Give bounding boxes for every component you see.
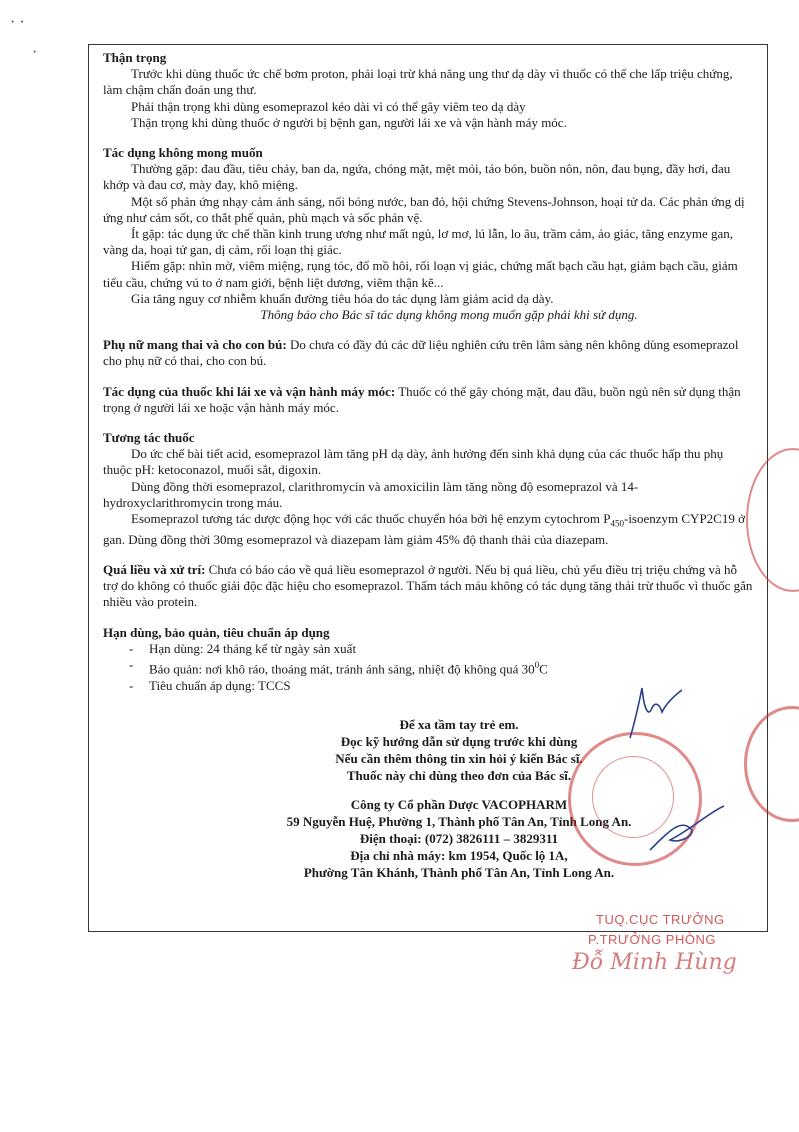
company-address: 59 Nguyễn Huệ, Phường 1, Thành phố Tân An, Tỉnh Long An. bbox=[286, 813, 632, 829]
pregnancy-text: Do chưa có đầy đủ các dữ liệu nghiên cứu trên lâm sàng nên không dùng esomeprazol cho phụ nữ có thai, cho con bú. bbox=[103, 337, 739, 369]
company-phone: Điện thoại: (072) 3826111 – 3829311 bbox=[359, 830, 559, 846]
caution-paragraph: Thận trọng khi dùng thuốc ở người bị bệnh gan, người lái xe và vận hành máy móc. bbox=[131, 114, 567, 130]
warning-line: Để xa tầm tay trẻ em. bbox=[399, 716, 519, 732]
caution-title: Thận trọng bbox=[103, 50, 167, 65]
interactions-paragraph: Do ức chế bài tiết acid, esomeprazol làm tăng pH dạ dày, ảnh hưởng đến sinh khả dụng của các thuốc hấp thu phụ thuộc pH: ketoconazol, muối sắt, digoxin. bbox=[103, 446, 724, 478]
list-item: - Tiêu chuẩn áp dụng: TCCS bbox=[129, 678, 755, 694]
driving-title: Tác dụng của thuốc khi lái xe và vận hành máy móc: bbox=[103, 383, 396, 399]
interactions-section bbox=[103, 430, 755, 548]
caution-paragraph: Phải thận trọng khi dùng esomeprazol kéo dài vì có thể gây viêm teo dạ dày bbox=[131, 98, 526, 114]
warning-line: Nếu cần thêm thông tin xin hỏi ý kiến Bác sĩ. bbox=[335, 750, 583, 766]
side-effects-notice: Thông báo cho Bác sĩ tác dụng không mong muốn gặp phải khi sử dụng. bbox=[260, 307, 638, 323]
storage-text: Bảo quản: nơi khô ráo, thoáng mát, tránh ánh sáng, nhiệt độ không quá 30 bbox=[149, 661, 535, 677]
factory-address: Địa chỉ nhà máy: km 1954, Quốc lộ 1A, bbox=[350, 847, 568, 863]
overdose-paragraph bbox=[103, 562, 755, 611]
overdose-section bbox=[103, 562, 755, 611]
scan-dot: · bbox=[32, 44, 38, 61]
side-effects-paragraph: Ít gặp: tác dụng ức chế thần kinh trung ương như mất ngủ, lơ mơ, lú lẫn, lo âu, trầm cảm, ảo giác, tăng enzyme gan, vàng da, hoại tử gan, dị cảm, rối loạn thị giác. bbox=[103, 226, 734, 258]
side-effects-paragraph: Hiếm gặp: nhìn mờ, viêm miệng, rụng tóc, đổ mồ hôi, rối loạn vị giác, chứng mất bạch cầu hạt, giảm bạch cầu, giảm tiểu cầu, chứng vú to ở nam giới, bệnh liệt dương, viêm thận kẽ... bbox=[103, 258, 738, 290]
driving-paragraph bbox=[103, 384, 755, 416]
side-effects-section bbox=[103, 145, 755, 323]
list-item: - Hạn dùng: 24 tháng kể từ ngày sản xuất bbox=[129, 641, 755, 657]
caution-section bbox=[103, 50, 755, 131]
scan-dots: · · bbox=[10, 14, 25, 31]
interactions-text: Esomeprazol tương tác dược động học với các thuốc chuyển hóa bởi hệ enzym cytochrom P bbox=[131, 511, 611, 527]
interactions-text: -isoenzym CYP2C19 ở gan. Dùng đồng thời 30mg esomeprazol và diazepam làm giảm 45% độ thanh thải của diazepam. bbox=[103, 511, 745, 547]
approval-title: TUQ.CỤC TRƯỞNG bbox=[596, 912, 725, 927]
driving-text: Thuốc có thể gây chóng mặt, đau đầu, buồn ngủ nên sử dụng thận trọng ở người lái xe hoặc vận hành máy móc. bbox=[103, 383, 741, 415]
pregnancy-title: Phụ nữ mang thai và cho con bú: bbox=[103, 337, 287, 353]
factory-address: Phường Tân Khánh, Thành phố Tân An, Tỉnh Long An. bbox=[303, 864, 615, 880]
warning-line: Đọc kỹ hướng dẫn sử dụng trước khi dùng bbox=[340, 733, 578, 749]
interactions-subscript: 450 bbox=[610, 518, 624, 529]
side-effects-title: Tác dụng không mong muốn bbox=[103, 145, 263, 161]
company-name: Công ty Cổ phần Dược VACOPHARM bbox=[350, 796, 568, 812]
storage-unit: C bbox=[539, 661, 548, 677]
director-signature bbox=[640, 800, 730, 860]
overdose-title: Quá liều và xử trí: bbox=[103, 562, 206, 578]
signature-mark bbox=[622, 678, 692, 748]
overdose-text: Chưa có báo cáo về quá liều esomeprazol ở người. Nếu bị quá liều, chủ yếu điều trị triệu chứng và hỗ trợ do không có thuốc giải độc đặc hiệu cho esomeprazol. Thẩm tách máu không có tác dụng tăng thải trừ thuốc vì thuốc gắn nhiều vào protein. bbox=[103, 562, 753, 610]
interactions-paragraph bbox=[103, 511, 755, 548]
approver-signature-name: Đỗ Minh Hùng bbox=[572, 950, 737, 975]
side-effects-paragraph: Một số phản ứng nhạy cảm ánh sáng, nổi bóng nước, ban đỏ, hội chứng Stevens-Johnson, hoại tử da. Các phản ứng dị ứng như cảm sốt, co thắt phế quản, phù mạch và sốc phản vệ. bbox=[103, 193, 745, 225]
side-effects-paragraph: Gia tăng nguy cơ nhiễm khuẩn đường tiêu hóa do tác dụng làm giảm acid dạ dày. bbox=[131, 290, 554, 306]
caution-paragraph: Trước khi dùng thuốc ức chế bơm proton, phải loại trừ khả năng ung thư dạ dày vì thuốc có thể che lấp triệu chứng, làm chậm chẩn đoán ung thư. bbox=[103, 66, 733, 98]
interactions-paragraph: Dùng đồng thời esomeprazol, clarithromycin và amoxicilin làm tăng nồng độ esomeprazol và 14-hydroxyclarithromycin trong máu. bbox=[103, 478, 639, 510]
driving-section bbox=[103, 384, 755, 416]
interactions-title: Tương tác thuốc bbox=[103, 430, 195, 446]
pregnancy-paragraph bbox=[103, 337, 755, 369]
storage-title: Hạn dùng, bảo quản, tiêu chuẩn áp dụng bbox=[103, 624, 330, 640]
approval-subtitle: P.TRƯỞNG PHÒNG bbox=[588, 932, 716, 947]
list-item bbox=[129, 657, 755, 678]
warning-line: Thuốc này chỉ dùng theo đơn của Bác sĩ. bbox=[346, 767, 572, 783]
degree-superscript: 0 bbox=[534, 660, 540, 671]
side-effects-paragraph: Thường gặp: đau đầu, tiêu chảy, ban da, ngứa, chóng mặt, mệt mỏi, táo bón, buồn nôn, nôn, đau bụng, đầy hơi, đau khớp và đau cơ, mày đay, khô miệng. bbox=[103, 161, 731, 193]
pregnancy-section bbox=[103, 337, 755, 369]
